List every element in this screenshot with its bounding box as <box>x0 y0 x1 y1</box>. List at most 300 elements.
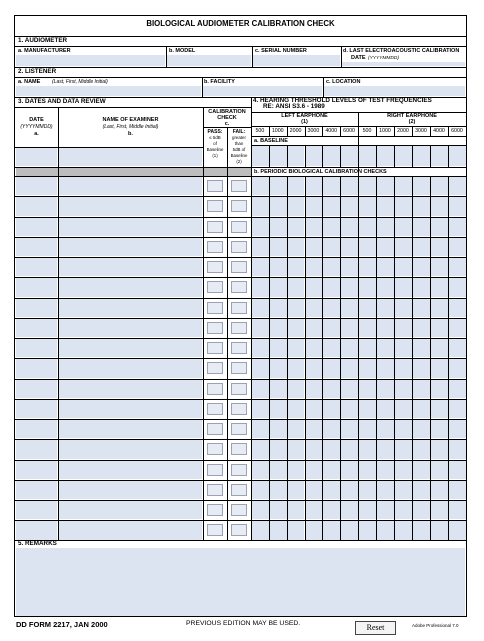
check-threshold-field[interactable] <box>341 238 358 256</box>
check-threshold-field[interactable] <box>377 319 394 337</box>
check-threshold-field[interactable] <box>288 218 305 236</box>
check-threshold-field[interactable] <box>252 218 269 236</box>
check-examiner-field[interactable] <box>59 501 202 519</box>
check-date-field[interactable] <box>16 420 57 438</box>
fail-checkbox[interactable] <box>231 281 247 293</box>
check-threshold-field[interactable] <box>306 319 323 337</box>
pass-checkbox[interactable] <box>207 423 223 435</box>
check-threshold-field[interactable] <box>449 197 466 215</box>
check-threshold-field[interactable] <box>306 258 323 276</box>
check-examiner-field[interactable] <box>59 339 202 357</box>
check-threshold-field[interactable] <box>449 501 466 519</box>
check-threshold-field[interactable] <box>431 400 448 418</box>
check-threshold-field[interactable] <box>377 177 394 195</box>
check-threshold-field[interactable] <box>413 278 430 296</box>
check-examiner-field[interactable] <box>59 238 202 256</box>
check-threshold-field[interactable] <box>288 339 305 357</box>
check-threshold-field[interactable] <box>431 319 448 337</box>
check-threshold-field[interactable] <box>270 380 287 398</box>
check-threshold-field[interactable] <box>270 218 287 236</box>
check-threshold-field[interactable] <box>413 400 430 418</box>
pass-checkbox[interactable] <box>207 241 223 253</box>
check-threshold-field[interactable] <box>431 420 448 438</box>
fail-checkbox[interactable] <box>231 423 247 435</box>
check-threshold-field[interactable] <box>413 218 430 236</box>
check-threshold-field[interactable] <box>377 380 394 398</box>
check-threshold-field[interactable] <box>395 319 412 337</box>
baseline-threshold-field[interactable] <box>449 146 466 166</box>
check-threshold-field[interactable] <box>377 339 394 357</box>
fail-checkbox[interactable] <box>231 322 247 334</box>
check-threshold-field[interactable] <box>341 380 358 398</box>
check-threshold-field[interactable] <box>341 177 358 195</box>
check-threshold-field[interactable] <box>359 238 376 256</box>
check-threshold-field[interactable] <box>431 359 448 377</box>
check-threshold-field[interactable] <box>449 258 466 276</box>
check-threshold-field[interactable] <box>306 501 323 519</box>
check-threshold-field[interactable] <box>359 400 376 418</box>
check-date-field[interactable] <box>16 319 57 337</box>
pass-checkbox[interactable] <box>207 504 223 516</box>
fail-checkbox[interactable] <box>231 342 247 354</box>
check-threshold-field[interactable] <box>341 481 358 499</box>
check-threshold-field[interactable] <box>323 197 340 215</box>
check-threshold-field[interactable] <box>288 440 305 458</box>
baseline-threshold-field[interactable] <box>288 146 305 166</box>
check-threshold-field[interactable] <box>288 359 305 377</box>
check-threshold-field[interactable] <box>359 420 376 438</box>
check-examiner-field[interactable] <box>59 359 202 377</box>
check-threshold-field[interactable] <box>395 177 412 195</box>
check-threshold-field[interactable] <box>377 359 394 377</box>
check-threshold-field[interactable] <box>323 380 340 398</box>
check-threshold-field[interactable] <box>306 380 323 398</box>
check-threshold-field[interactable] <box>341 440 358 458</box>
check-threshold-field[interactable] <box>431 177 448 195</box>
check-threshold-field[interactable] <box>395 218 412 236</box>
check-threshold-field[interactable] <box>270 319 287 337</box>
check-threshold-field[interactable] <box>359 359 376 377</box>
check-threshold-field[interactable] <box>323 481 340 499</box>
check-threshold-field[interactable] <box>252 380 269 398</box>
check-threshold-field[interactable] <box>288 400 305 418</box>
check-threshold-field[interactable] <box>395 359 412 377</box>
check-threshold-field[interactable] <box>413 197 430 215</box>
check-threshold-field[interactable] <box>270 420 287 438</box>
check-threshold-field[interactable] <box>252 299 269 317</box>
check-threshold-field[interactable] <box>377 461 394 479</box>
check-threshold-field[interactable] <box>323 461 340 479</box>
check-threshold-field[interactable] <box>252 319 269 337</box>
baseline-examiner-field[interactable] <box>59 148 202 166</box>
check-threshold-field[interactable] <box>449 319 466 337</box>
check-threshold-field[interactable] <box>377 481 394 499</box>
check-threshold-field[interactable] <box>377 440 394 458</box>
check-threshold-field[interactable] <box>288 258 305 276</box>
check-threshold-field[interactable] <box>252 339 269 357</box>
check-threshold-field[interactable] <box>270 299 287 317</box>
check-threshold-field[interactable] <box>252 197 269 215</box>
pass-checkbox[interactable] <box>207 221 223 233</box>
check-threshold-field[interactable] <box>449 380 466 398</box>
check-threshold-field[interactable] <box>377 218 394 236</box>
check-threshold-field[interactable] <box>306 218 323 236</box>
fail-checkbox[interactable] <box>231 524 247 536</box>
check-threshold-field[interactable] <box>306 238 323 256</box>
check-threshold-field[interactable] <box>270 501 287 519</box>
check-threshold-field[interactable] <box>395 420 412 438</box>
check-threshold-field[interactable] <box>359 299 376 317</box>
check-threshold-field[interactable] <box>288 481 305 499</box>
check-examiner-field[interactable] <box>59 481 202 499</box>
check-threshold-field[interactable] <box>449 218 466 236</box>
check-threshold-field[interactable] <box>323 258 340 276</box>
check-threshold-field[interactable] <box>270 339 287 357</box>
check-threshold-field[interactable] <box>449 400 466 418</box>
check-threshold-field[interactable] <box>341 278 358 296</box>
pass-checkbox[interactable] <box>207 484 223 496</box>
check-threshold-field[interactable] <box>431 218 448 236</box>
check-examiner-field[interactable] <box>59 319 202 337</box>
check-threshold-field[interactable] <box>377 258 394 276</box>
check-threshold-field[interactable] <box>323 238 340 256</box>
baseline-threshold-field[interactable] <box>341 146 358 166</box>
check-threshold-field[interactable] <box>270 177 287 195</box>
check-threshold-field[interactable] <box>431 339 448 357</box>
check-threshold-field[interactable] <box>341 400 358 418</box>
check-threshold-field[interactable] <box>413 440 430 458</box>
check-examiner-field[interactable] <box>59 461 202 479</box>
check-threshold-field[interactable] <box>306 481 323 499</box>
check-threshold-field[interactable] <box>323 339 340 357</box>
check-threshold-field[interactable] <box>323 501 340 519</box>
check-threshold-field[interactable] <box>341 299 358 317</box>
check-date-field[interactable] <box>16 339 57 357</box>
check-threshold-field[interactable] <box>306 400 323 418</box>
check-threshold-field[interactable] <box>413 177 430 195</box>
pass-checkbox[interactable] <box>207 302 223 314</box>
check-date-field[interactable] <box>16 218 57 236</box>
check-threshold-field[interactable] <box>413 461 430 479</box>
check-threshold-field[interactable] <box>252 501 269 519</box>
check-threshold-field[interactable] <box>359 278 376 296</box>
manufacturer-field[interactable] <box>16 55 165 66</box>
listener-name-field[interactable] <box>16 86 201 96</box>
fail-checkbox[interactable] <box>231 302 247 314</box>
check-threshold-field[interactable] <box>270 521 287 539</box>
pass-checkbox[interactable] <box>207 443 223 455</box>
check-threshold-field[interactable] <box>306 440 323 458</box>
check-threshold-field[interactable] <box>449 299 466 317</box>
check-threshold-field[interactable] <box>431 481 448 499</box>
check-examiner-field[interactable] <box>59 380 202 398</box>
check-date-field[interactable] <box>16 359 57 377</box>
fail-checkbox[interactable] <box>231 443 247 455</box>
check-examiner-field[interactable] <box>59 197 202 215</box>
pass-checkbox[interactable] <box>207 403 223 415</box>
check-threshold-field[interactable] <box>270 440 287 458</box>
check-threshold-field[interactable] <box>359 380 376 398</box>
check-threshold-field[interactable] <box>413 359 430 377</box>
check-threshold-field[interactable] <box>413 380 430 398</box>
check-threshold-field[interactable] <box>449 481 466 499</box>
check-threshold-field[interactable] <box>395 197 412 215</box>
fail-checkbox[interactable] <box>231 221 247 233</box>
check-threshold-field[interactable] <box>306 339 323 357</box>
check-threshold-field[interactable] <box>270 258 287 276</box>
check-threshold-field[interactable] <box>252 400 269 418</box>
check-threshold-field[interactable] <box>288 238 305 256</box>
check-threshold-field[interactable] <box>288 420 305 438</box>
check-threshold-field[interactable] <box>431 501 448 519</box>
check-threshold-field[interactable] <box>431 380 448 398</box>
check-threshold-field[interactable] <box>359 339 376 357</box>
check-threshold-field[interactable] <box>449 359 466 377</box>
check-threshold-field[interactable] <box>288 278 305 296</box>
check-threshold-field[interactable] <box>359 501 376 519</box>
baseline-threshold-field[interactable] <box>431 146 448 166</box>
check-threshold-field[interactable] <box>306 521 323 539</box>
check-date-field[interactable] <box>16 380 57 398</box>
check-threshold-field[interactable] <box>341 319 358 337</box>
check-threshold-field[interactable] <box>413 238 430 256</box>
check-threshold-field[interactable] <box>431 461 448 479</box>
check-threshold-field[interactable] <box>359 177 376 195</box>
check-threshold-field[interactable] <box>306 177 323 195</box>
check-threshold-field[interactable] <box>252 420 269 438</box>
check-threshold-field[interactable] <box>270 400 287 418</box>
model-field[interactable] <box>167 55 251 66</box>
check-threshold-field[interactable] <box>359 521 376 539</box>
check-threshold-field[interactable] <box>341 339 358 357</box>
check-threshold-field[interactable] <box>449 521 466 539</box>
check-threshold-field[interactable] <box>270 461 287 479</box>
check-threshold-field[interactable] <box>288 501 305 519</box>
baseline-threshold-field[interactable] <box>252 146 269 166</box>
check-threshold-field[interactable] <box>413 420 430 438</box>
location-field[interactable] <box>324 86 465 96</box>
check-examiner-field[interactable] <box>59 521 202 539</box>
fail-checkbox[interactable] <box>231 464 247 476</box>
check-threshold-field[interactable] <box>413 481 430 499</box>
check-threshold-field[interactable] <box>323 319 340 337</box>
check-threshold-field[interactable] <box>288 461 305 479</box>
pass-checkbox[interactable] <box>207 362 223 374</box>
check-threshold-field[interactable] <box>431 238 448 256</box>
check-threshold-field[interactable] <box>306 197 323 215</box>
check-threshold-field[interactable] <box>395 238 412 256</box>
check-threshold-field[interactable] <box>288 521 305 539</box>
check-threshold-field[interactable] <box>431 197 448 215</box>
check-examiner-field[interactable] <box>59 278 202 296</box>
check-threshold-field[interactable] <box>377 299 394 317</box>
check-threshold-field[interactable] <box>341 420 358 438</box>
baseline-threshold-field[interactable] <box>413 146 430 166</box>
check-threshold-field[interactable] <box>341 218 358 236</box>
check-threshold-field[interactable] <box>395 299 412 317</box>
fail-checkbox[interactable] <box>231 383 247 395</box>
check-threshold-field[interactable] <box>395 339 412 357</box>
pass-checkbox[interactable] <box>207 322 223 334</box>
pass-checkbox[interactable] <box>207 464 223 476</box>
serial-number-field[interactable] <box>253 55 340 66</box>
check-threshold-field[interactable] <box>323 218 340 236</box>
check-threshold-field[interactable] <box>395 380 412 398</box>
check-threshold-field[interactable] <box>449 440 466 458</box>
check-threshold-field[interactable] <box>377 420 394 438</box>
check-threshold-field[interactable] <box>449 238 466 256</box>
fail-checkbox[interactable] <box>231 504 247 516</box>
check-date-field[interactable] <box>16 521 57 539</box>
check-threshold-field[interactable] <box>395 440 412 458</box>
pass-checkbox[interactable] <box>207 524 223 536</box>
check-threshold-field[interactable] <box>341 521 358 539</box>
check-threshold-field[interactable] <box>377 197 394 215</box>
check-threshold-field[interactable] <box>306 420 323 438</box>
check-threshold-field[interactable] <box>252 359 269 377</box>
check-threshold-field[interactable] <box>288 177 305 195</box>
check-threshold-field[interactable] <box>449 278 466 296</box>
check-threshold-field[interactable] <box>288 197 305 215</box>
pass-checkbox[interactable] <box>207 261 223 273</box>
check-threshold-field[interactable] <box>449 461 466 479</box>
check-threshold-field[interactable] <box>395 521 412 539</box>
check-threshold-field[interactable] <box>341 461 358 479</box>
check-threshold-field[interactable] <box>252 440 269 458</box>
check-threshold-field[interactable] <box>306 278 323 296</box>
check-threshold-field[interactable] <box>323 440 340 458</box>
check-examiner-field[interactable] <box>59 218 202 236</box>
check-date-field[interactable] <box>16 461 57 479</box>
check-threshold-field[interactable] <box>359 258 376 276</box>
check-threshold-field[interactable] <box>341 258 358 276</box>
check-threshold-field[interactable] <box>431 299 448 317</box>
facility-field[interactable] <box>203 86 322 96</box>
check-threshold-field[interactable] <box>323 400 340 418</box>
check-examiner-field[interactable] <box>59 420 202 438</box>
check-threshold-field[interactable] <box>323 299 340 317</box>
baseline-threshold-field[interactable] <box>377 146 394 166</box>
check-threshold-field[interactable] <box>252 258 269 276</box>
check-threshold-field[interactable] <box>377 400 394 418</box>
check-threshold-field[interactable] <box>395 501 412 519</box>
check-threshold-field[interactable] <box>323 521 340 539</box>
baseline-threshold-field[interactable] <box>306 146 323 166</box>
check-threshold-field[interactable] <box>449 177 466 195</box>
check-threshold-field[interactable] <box>431 258 448 276</box>
check-date-field[interactable] <box>16 501 57 519</box>
check-date-field[interactable] <box>16 197 57 215</box>
check-threshold-field[interactable] <box>270 481 287 499</box>
reset-button[interactable]: Reset <box>355 621 396 635</box>
check-threshold-field[interactable] <box>431 440 448 458</box>
check-threshold-field[interactable] <box>341 359 358 377</box>
check-threshold-field[interactable] <box>306 461 323 479</box>
check-threshold-field[interactable] <box>431 278 448 296</box>
check-threshold-field[interactable] <box>252 521 269 539</box>
check-threshold-field[interactable] <box>413 501 430 519</box>
check-threshold-field[interactable] <box>359 218 376 236</box>
check-examiner-field[interactable] <box>59 400 202 418</box>
check-threshold-field[interactable] <box>359 461 376 479</box>
check-threshold-field[interactable] <box>323 420 340 438</box>
check-threshold-field[interactable] <box>341 197 358 215</box>
baseline-date-field[interactable] <box>16 148 57 166</box>
baseline-threshold-field[interactable] <box>395 146 412 166</box>
check-threshold-field[interactable] <box>323 278 340 296</box>
check-threshold-field[interactable] <box>359 481 376 499</box>
check-examiner-field[interactable] <box>59 299 202 317</box>
check-threshold-field[interactable] <box>395 258 412 276</box>
check-threshold-field[interactable] <box>341 501 358 519</box>
check-examiner-field[interactable] <box>59 177 202 195</box>
check-threshold-field[interactable] <box>270 197 287 215</box>
pass-checkbox[interactable] <box>207 383 223 395</box>
check-threshold-field[interactable] <box>413 299 430 317</box>
check-threshold-field[interactable] <box>252 461 269 479</box>
check-threshold-field[interactable] <box>252 278 269 296</box>
check-threshold-field[interactable] <box>413 258 430 276</box>
check-threshold-field[interactable] <box>252 481 269 499</box>
check-threshold-field[interactable] <box>359 440 376 458</box>
check-date-field[interactable] <box>16 278 57 296</box>
check-date-field[interactable] <box>16 299 57 317</box>
fail-checkbox[interactable] <box>231 200 247 212</box>
check-threshold-field[interactable] <box>323 359 340 377</box>
pass-checkbox[interactable] <box>207 200 223 212</box>
check-examiner-field[interactable] <box>59 258 202 276</box>
fail-checkbox[interactable] <box>231 241 247 253</box>
check-threshold-field[interactable] <box>395 481 412 499</box>
fail-checkbox[interactable] <box>231 180 247 192</box>
check-threshold-field[interactable] <box>270 278 287 296</box>
baseline-threshold-field[interactable] <box>270 146 287 166</box>
pass-checkbox[interactable] <box>207 281 223 293</box>
check-examiner-field[interactable] <box>59 440 202 458</box>
check-threshold-field[interactable] <box>252 177 269 195</box>
remarks-field[interactable] <box>16 548 465 616</box>
check-threshold-field[interactable] <box>413 521 430 539</box>
check-threshold-field[interactable] <box>395 400 412 418</box>
check-threshold-field[interactable] <box>449 339 466 357</box>
fail-checkbox[interactable] <box>231 484 247 496</box>
check-date-field[interactable] <box>16 238 57 256</box>
check-threshold-field[interactable] <box>377 501 394 519</box>
check-threshold-field[interactable] <box>306 299 323 317</box>
check-threshold-field[interactable] <box>270 238 287 256</box>
check-threshold-field[interactable] <box>252 238 269 256</box>
check-threshold-field[interactable] <box>431 521 448 539</box>
check-date-field[interactable] <box>16 400 57 418</box>
check-threshold-field[interactable] <box>413 319 430 337</box>
fail-checkbox[interactable] <box>231 261 247 273</box>
pass-checkbox[interactable] <box>207 342 223 354</box>
check-date-field[interactable] <box>16 440 57 458</box>
check-threshold-field[interactable] <box>359 319 376 337</box>
check-date-field[interactable] <box>16 177 57 195</box>
baseline-threshold-field[interactable] <box>323 146 340 166</box>
check-threshold-field[interactable] <box>449 420 466 438</box>
check-date-field[interactable] <box>16 481 57 499</box>
check-threshold-field[interactable] <box>359 197 376 215</box>
check-threshold-field[interactable] <box>270 359 287 377</box>
check-threshold-field[interactable] <box>377 521 394 539</box>
check-threshold-field[interactable] <box>413 339 430 357</box>
check-threshold-field[interactable] <box>395 278 412 296</box>
fail-checkbox[interactable] <box>231 403 247 415</box>
fail-checkbox[interactable] <box>231 362 247 374</box>
check-threshold-field[interactable] <box>306 359 323 377</box>
